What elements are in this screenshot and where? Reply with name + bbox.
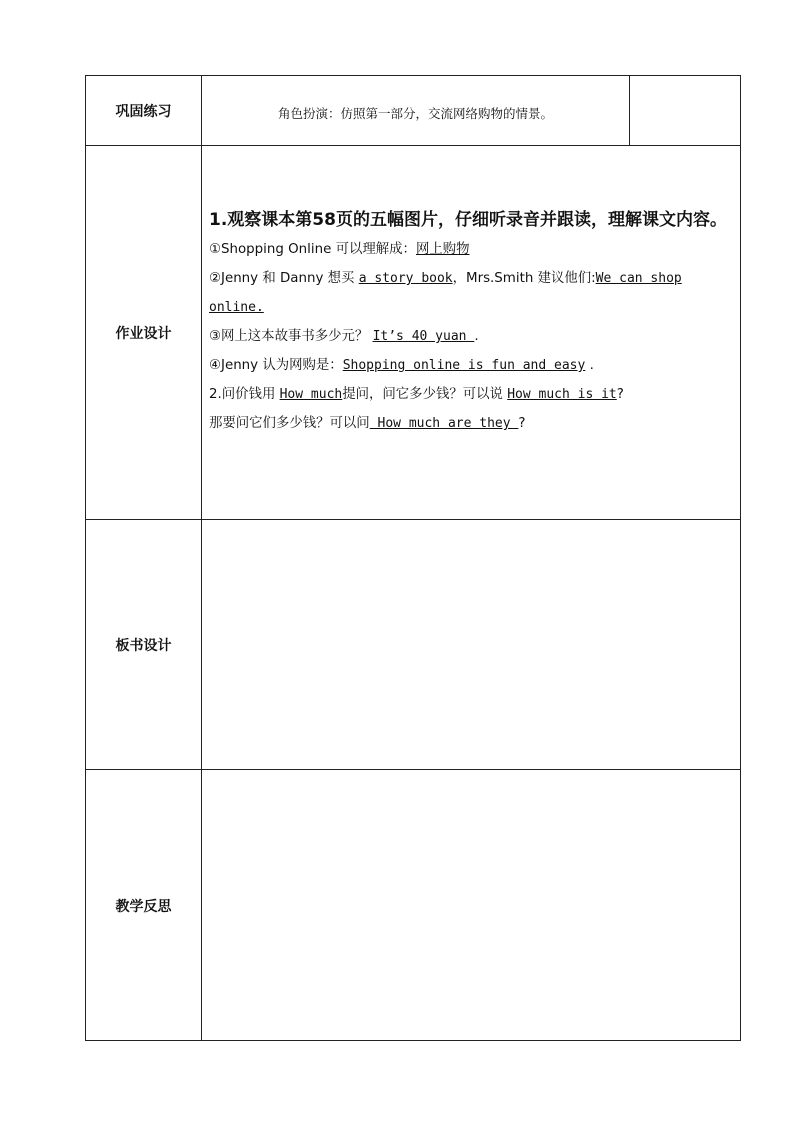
answer-text: a story book	[358, 271, 453, 286]
item-prefix: ②Jenny 和 Danny 想买	[209, 271, 359, 286]
table-border-right	[740, 75, 741, 1041]
row-label-consolidation: 巩固练习	[115, 104, 172, 120]
table-border-bottom	[85, 1040, 741, 1041]
item-suffix: .	[585, 358, 594, 373]
item-prefix: ④Jenny 认为网购是：	[209, 358, 343, 373]
table-column-divider	[201, 75, 202, 1041]
row-label-reflection: 教学反思	[115, 899, 172, 915]
answer-text: online.	[209, 300, 264, 315]
table-row-divider	[85, 145, 741, 146]
answer-text: How much is it	[507, 387, 617, 402]
table-row-divider	[85, 769, 741, 770]
homework-item	[209, 351, 737, 380]
answer-text: It’s 40 yuan	[372, 329, 475, 344]
item-prefix: ③网上这本故事书多少元？	[209, 329, 373, 344]
answer-text: How much	[279, 387, 343, 402]
table-border-top	[85, 75, 741, 76]
table-row-divider	[85, 519, 741, 520]
homework-item	[209, 322, 737, 351]
item-middle: ，Mrs.Smith 建议他们:	[452, 271, 596, 286]
homework-item	[209, 264, 737, 322]
homework-title: 1.观察课本第58页的五幅图片，仔细听录音并跟读，理解课文内容。	[209, 210, 727, 230]
answer-text: 网上购物	[415, 242, 470, 257]
item-suffix: ?	[518, 416, 526, 431]
table-cell-divider	[629, 75, 630, 146]
homework-item	[209, 235, 737, 264]
answer-text: Shopping online is fun and easy	[342, 358, 586, 373]
item-middle: 提问，问它多少钱？可以说	[342, 387, 508, 402]
homework-content	[209, 206, 737, 438]
answer-text: How much are they	[369, 416, 519, 431]
row-label-board-design: 板书设计	[115, 638, 172, 654]
item-prefix: 那要问它们多少钱？可以问	[209, 416, 370, 431]
row-label-homework: 作业设计	[115, 326, 172, 342]
homework-item	[209, 409, 737, 438]
item-suffix: ?	[616, 387, 624, 402]
answer-text: We can shop	[595, 271, 682, 286]
item-prefix: ①Shopping Online 可以理解成：	[209, 242, 416, 257]
item-suffix: .	[474, 329, 479, 344]
item-prefix: 2.问价钱用	[209, 387, 280, 402]
homework-item	[209, 380, 737, 409]
practice-text: 角色扮演：仿照第一部分，交流网络购物的情景。	[277, 106, 553, 121]
